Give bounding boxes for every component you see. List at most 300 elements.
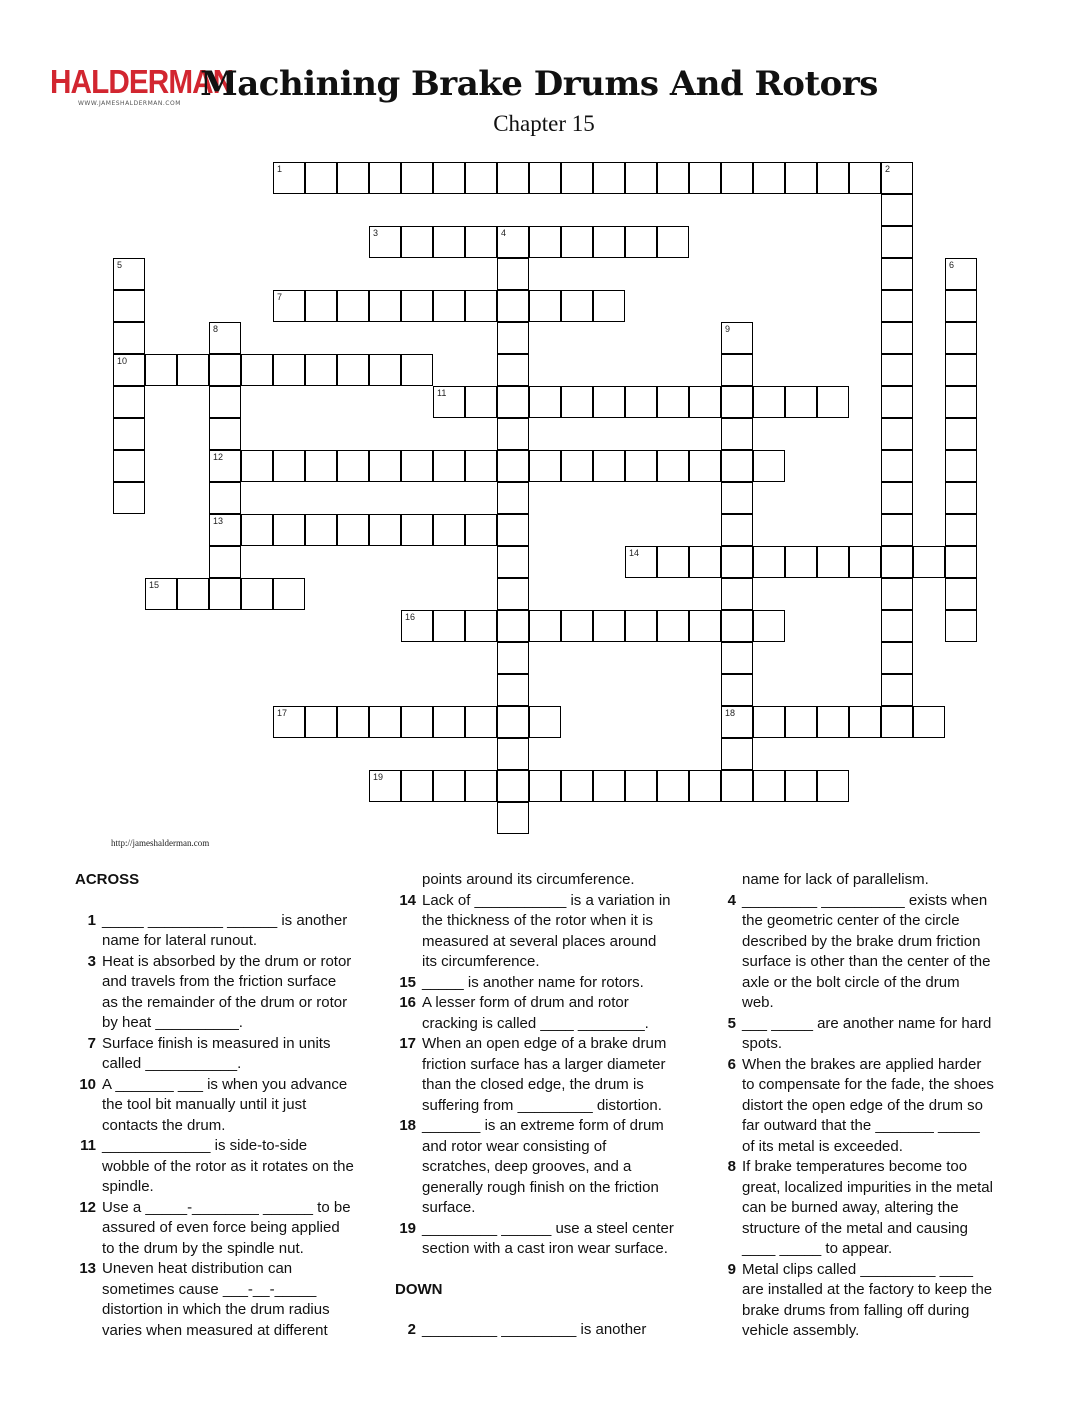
logo-url: WWW.JAMESHALDERMAN.COM	[78, 100, 181, 107]
grid-cell[interactable]	[273, 354, 305, 386]
grid-cell[interactable]	[561, 770, 593, 802]
grid-cell[interactable]	[721, 482, 753, 514]
grid-cell[interactable]	[785, 546, 817, 578]
grid-cell[interactable]	[497, 386, 529, 418]
cell-number: 8	[213, 324, 219, 334]
clue-13-line	[75, 1300, 373, 1321]
grid-cell[interactable]	[369, 354, 401, 386]
grid-cell[interactable]	[881, 226, 913, 258]
grid-cell[interactable]	[721, 674, 753, 706]
grid-cell[interactable]	[273, 706, 305, 738]
grid-cell[interactable]	[561, 226, 593, 258]
grid-cell[interactable]	[145, 578, 177, 610]
grid-cell[interactable]	[561, 290, 593, 322]
grid-cell[interactable]	[273, 514, 305, 546]
grid-cell[interactable]	[337, 514, 369, 546]
grid-cell[interactable]	[497, 418, 529, 450]
grid-cell[interactable]	[817, 386, 849, 418]
clue-5-line	[715, 1034, 1015, 1055]
grid-cell[interactable]	[689, 450, 721, 482]
grid-cell[interactable]	[881, 514, 913, 546]
grid-cell[interactable]	[241, 578, 273, 610]
grid-cell[interactable]	[337, 354, 369, 386]
grid-cell[interactable]	[337, 290, 369, 322]
grid-cell[interactable]	[881, 354, 913, 386]
grid-cell[interactable]	[657, 770, 689, 802]
grid-cell[interactable]	[529, 450, 561, 482]
grid-cell[interactable]	[593, 450, 625, 482]
grid-cell[interactable]	[433, 770, 465, 802]
grid-cell[interactable]	[945, 450, 977, 482]
grid-cell[interactable]	[625, 450, 657, 482]
grid-cell[interactable]	[881, 450, 913, 482]
clue-text: axle or the bolt circle of the drum	[742, 973, 960, 991]
grid-cell[interactable]	[721, 162, 753, 194]
grid-cell[interactable]	[593, 162, 625, 194]
grid-cell[interactable]	[177, 578, 209, 610]
grid-cell[interactable]	[497, 482, 529, 514]
grid-cell[interactable]	[721, 610, 753, 642]
grid-cell[interactable]	[497, 610, 529, 642]
grid-cell[interactable]	[305, 706, 337, 738]
grid-cell[interactable]	[945, 546, 977, 578]
grid-cell[interactable]	[945, 258, 977, 290]
grid-cell[interactable]	[945, 514, 977, 546]
grid-cell[interactable]	[497, 802, 529, 834]
clue-4	[715, 891, 1015, 912]
grid-cell[interactable]	[657, 450, 689, 482]
clue-7-line	[75, 1054, 373, 1075]
grid-cell[interactable]	[881, 642, 913, 674]
clue-13	[75, 1259, 373, 1280]
clue-number: 19	[399, 1219, 416, 1237]
grid-cell[interactable]	[209, 354, 241, 386]
clue-number: 12	[79, 1198, 96, 1216]
grid-cell[interactable]	[881, 258, 913, 290]
clue-17	[395, 1034, 693, 1055]
clue-text: _________ ______ use a steel center	[422, 1219, 674, 1237]
grid-cell[interactable]	[593, 610, 625, 642]
grid-cell[interactable]	[273, 450, 305, 482]
clue-number: 13	[79, 1260, 96, 1277]
grid-cell[interactable]	[721, 322, 753, 354]
grid-cell[interactable]	[113, 482, 145, 514]
clue-number: 14	[399, 891, 416, 909]
grid-cell[interactable]	[177, 354, 209, 386]
grid-cell[interactable]	[657, 610, 689, 642]
grid-cell[interactable]	[881, 610, 913, 642]
grid-cell[interactable]	[369, 450, 401, 482]
grid-cell[interactable]	[497, 514, 529, 546]
cell-number: 6	[949, 260, 955, 270]
cell-number: 2	[885, 164, 891, 174]
grid-cell[interactable]	[401, 290, 433, 322]
grid-cell[interactable]	[433, 706, 465, 738]
grid-cell[interactable]	[881, 546, 913, 578]
grid-cell[interactable]	[881, 418, 913, 450]
clue-4-line	[715, 993, 1015, 1014]
grid-cell[interactable]	[113, 290, 145, 322]
grid-cell[interactable]	[625, 546, 657, 578]
grid-cell[interactable]	[465, 162, 497, 194]
grid-cell[interactable]	[497, 290, 529, 322]
grid-cell[interactable]	[209, 482, 241, 514]
grid-cell[interactable]	[401, 450, 433, 482]
grid-cell[interactable]	[625, 770, 657, 802]
clue-12	[75, 1198, 373, 1219]
grid-cell[interactable]	[497, 226, 529, 258]
grid-cell[interactable]	[881, 290, 913, 322]
grid-cell[interactable]	[593, 226, 625, 258]
grid-cell[interactable]	[337, 162, 369, 194]
grid-cell[interactable]	[881, 674, 913, 706]
grid-cell[interactable]	[529, 290, 561, 322]
clue-number: 15	[399, 973, 416, 991]
clue-number: 3	[87, 952, 96, 970]
grid-cell[interactable]	[337, 706, 369, 738]
grid-cell[interactable]	[625, 386, 657, 418]
clue-14-line	[395, 932, 693, 953]
grid-cell[interactable]	[273, 290, 305, 322]
clue-14-line	[395, 911, 693, 932]
grid-cell[interactable]	[721, 738, 753, 770]
grid-cell[interactable]	[561, 386, 593, 418]
grid-cell[interactable]	[305, 354, 337, 386]
grid-cell[interactable]	[849, 706, 881, 738]
grid-cell[interactable]	[529, 706, 561, 738]
grid-cell[interactable]	[401, 162, 433, 194]
grid-cell[interactable]	[721, 770, 753, 802]
grid-cell[interactable]	[561, 450, 593, 482]
grid-cell[interactable]	[657, 546, 689, 578]
grid-cell[interactable]	[401, 610, 433, 642]
clue-number: 11	[80, 1137, 96, 1154]
grid-cell[interactable]	[497, 546, 529, 578]
grid-cell[interactable]	[497, 354, 529, 386]
grid-cell[interactable]	[785, 162, 817, 194]
clue-1-line	[75, 931, 373, 952]
grid-cell[interactable]	[721, 418, 753, 450]
cell-number: 13	[213, 516, 224, 526]
grid-cell[interactable]	[721, 642, 753, 674]
grid-cell[interactable]	[497, 706, 529, 738]
clue-4-line	[715, 932, 1015, 953]
grid-cell[interactable]	[209, 386, 241, 418]
clue-number: 9	[727, 1260, 736, 1278]
grid-cell[interactable]	[465, 290, 497, 322]
grid-cell[interactable]	[241, 514, 273, 546]
grid-cell[interactable]	[433, 450, 465, 482]
grid-cell[interactable]	[689, 386, 721, 418]
grid-cell[interactable]	[465, 514, 497, 546]
clue-text: _____________ is side-to-side	[102, 1137, 308, 1154]
grid-cell[interactable]	[945, 482, 977, 514]
grid-cell[interactable]	[529, 386, 561, 418]
clue-text: the thickness of the rotor when it is	[422, 912, 653, 929]
grid-cell[interactable]	[785, 770, 817, 802]
clue-8-line	[715, 1239, 1015, 1260]
clue-text: generally rough finish on the friction	[422, 1178, 659, 1196]
grid-cell[interactable]	[657, 162, 689, 194]
clue-6	[715, 1055, 1015, 1076]
clue-6-line	[715, 1075, 1015, 1096]
grid-cell[interactable]	[945, 610, 977, 642]
grid-cell[interactable]	[817, 546, 849, 578]
clue-text: distortion in which the drum radius	[102, 1301, 330, 1318]
grid-cell[interactable]	[849, 162, 881, 194]
clue-text: web.	[742, 994, 774, 1011]
grid-cell[interactable]	[945, 322, 977, 354]
grid-cell[interactable]	[497, 258, 529, 290]
clue-9	[715, 1260, 1015, 1281]
grid-cell[interactable]	[497, 450, 529, 482]
clue-text: cracking is called ____ ________.	[422, 1014, 649, 1032]
clue-text: _________ _________ is another	[422, 1321, 647, 1338]
grid-cell[interactable]	[913, 706, 945, 738]
grid-cell[interactable]	[721, 578, 753, 610]
clue-text: than the closed edge, the drum is	[422, 1076, 644, 1093]
clue-18-line	[395, 1178, 693, 1199]
grid-cell[interactable]	[497, 322, 529, 354]
clue-3	[75, 952, 373, 973]
cell-number: 5	[117, 260, 123, 270]
clue-text: surface.	[422, 1199, 476, 1216]
grid-cell[interactable]	[881, 706, 913, 738]
clue-text: the geometric center of the circle	[742, 912, 960, 929]
clue-text: contacts the drum.	[102, 1116, 226, 1134]
grid-cell[interactable]	[209, 450, 241, 482]
grid-cell[interactable]	[497, 162, 529, 194]
clue-text: suffering from _________ distortion.	[422, 1096, 662, 1114]
clue-2	[395, 1320, 693, 1341]
grid-cell[interactable]	[401, 514, 433, 546]
across-heading: ACROSS	[75, 871, 140, 888]
grid-cell[interactable]	[753, 706, 785, 738]
grid-cell[interactable]	[209, 578, 241, 610]
grid-cell[interactable]	[945, 418, 977, 450]
clue-text: A _______ ___ is when you advance	[102, 1075, 348, 1093]
grid-cell[interactable]	[721, 450, 753, 482]
grid-cell[interactable]	[721, 514, 753, 546]
clue-text: structure of the metal and causing	[742, 1219, 968, 1237]
grid-cell[interactable]	[113, 386, 145, 418]
clue-number: 7	[87, 1034, 96, 1052]
clue-18-line	[395, 1198, 693, 1219]
grid-cell[interactable]	[753, 546, 785, 578]
clue-text: ____ _____ to appear.	[742, 1240, 893, 1257]
grid-cell[interactable]	[433, 610, 465, 642]
clue-8	[715, 1157, 1015, 1178]
grid-cell[interactable]	[401, 226, 433, 258]
grid-cell[interactable]	[945, 290, 977, 322]
grid-cell[interactable]	[593, 290, 625, 322]
grid-cell[interactable]	[881, 578, 913, 610]
clue-text: Metal clips called _________ ____	[742, 1260, 973, 1278]
grid-cell[interactable]	[945, 386, 977, 418]
cell-number: 15	[149, 580, 160, 590]
grid-cell[interactable]	[369, 162, 401, 194]
grid-cell[interactable]	[657, 226, 689, 258]
grid-cell[interactable]	[401, 706, 433, 738]
clue-text: _____ is another name for rotors.	[422, 973, 644, 991]
clue-text: _____ _________ ______ is another	[102, 911, 348, 929]
grid-cell[interactable]	[529, 226, 561, 258]
grid-cell[interactable]	[369, 514, 401, 546]
grid-cell[interactable]	[465, 706, 497, 738]
grid-cell[interactable]	[433, 290, 465, 322]
grid-cell[interactable]	[785, 386, 817, 418]
page-title: Machining Brake Drums And Rotors	[200, 64, 878, 104]
clue-text: scratches, deep grooves, and a	[422, 1158, 632, 1175]
clue-text: the tool bit manually until it just	[102, 1096, 307, 1113]
grid-cell[interactable]	[561, 610, 593, 642]
grid-cell[interactable]	[529, 610, 561, 642]
grid-cell[interactable]	[209, 546, 241, 578]
clue-8-line	[715, 1219, 1015, 1240]
clue-text: Uneven heat distribution can	[102, 1260, 293, 1277]
grid-cell[interactable]	[241, 354, 273, 386]
grid-cell[interactable]	[625, 610, 657, 642]
clue-9-line	[715, 1280, 1015, 1301]
grid-cell[interactable]	[113, 322, 145, 354]
grid-cell[interactable]	[529, 162, 561, 194]
grid-cell[interactable]	[369, 706, 401, 738]
cell-number: 18	[725, 708, 736, 718]
grid-cell[interactable]	[721, 354, 753, 386]
grid-cell[interactable]	[817, 162, 849, 194]
grid-cell[interactable]	[401, 354, 433, 386]
grid-cell[interactable]	[273, 162, 305, 194]
grid-cell[interactable]	[113, 258, 145, 290]
grid-cell[interactable]	[369, 226, 401, 258]
grid-cell[interactable]	[465, 450, 497, 482]
clue-number: 18	[399, 1117, 416, 1134]
grid-cell[interactable]	[433, 226, 465, 258]
grid-cell[interactable]	[881, 322, 913, 354]
grid-cell[interactable]	[881, 386, 913, 418]
grid-cell[interactable]	[785, 706, 817, 738]
clue-text: varies when measured at different	[102, 1321, 328, 1339]
clue-text: great, localized impurities in the metal	[742, 1178, 993, 1196]
grid-cell[interactable]	[721, 706, 753, 738]
clue-number: 2	[407, 1321, 416, 1338]
grid-cell[interactable]	[657, 386, 689, 418]
clue-text: section with a cast iron wear surface.	[422, 1240, 668, 1257]
grid-cell[interactable]	[721, 546, 753, 578]
grid-cell[interactable]	[913, 546, 945, 578]
grid-cell[interactable]	[529, 770, 561, 802]
grid-cell[interactable]	[497, 770, 529, 802]
grid-cell[interactable]	[273, 578, 305, 610]
grid-cell[interactable]	[561, 162, 593, 194]
clue-9-line	[715, 1301, 1015, 1322]
clue-6-line	[715, 1116, 1015, 1137]
grid-cell[interactable]	[113, 418, 145, 450]
grid-cell[interactable]	[305, 162, 337, 194]
clue-12-line	[75, 1239, 373, 1260]
grid-cell[interactable]	[689, 610, 721, 642]
grid-cell[interactable]	[369, 290, 401, 322]
clue-16-line	[395, 1014, 693, 1035]
clue-11-line	[75, 1177, 373, 1198]
grid-cell[interactable]	[497, 642, 529, 674]
grid-cell[interactable]	[209, 322, 241, 354]
grid-cell[interactable]	[753, 450, 785, 482]
grid-cell[interactable]	[849, 546, 881, 578]
grid-cell[interactable]	[593, 386, 625, 418]
clue-text: are installed at the factory to keep the	[742, 1281, 993, 1298]
grid-cell[interactable]	[753, 386, 785, 418]
clue-14-line	[395, 952, 693, 973]
grid-cell[interactable]	[465, 770, 497, 802]
grid-cell[interactable]	[433, 162, 465, 194]
grid-cell[interactable]	[241, 450, 273, 482]
grid-cell[interactable]	[625, 162, 657, 194]
clue-text: spots.	[742, 1035, 783, 1052]
grid-cell[interactable]	[401, 770, 433, 802]
grid-cell[interactable]	[817, 706, 849, 738]
grid-cell[interactable]	[881, 482, 913, 514]
clue-text: When an open edge of a brake drum	[422, 1035, 667, 1052]
grid-cell[interactable]	[753, 770, 785, 802]
grid-cell[interactable]	[753, 162, 785, 194]
grid-cell[interactable]	[945, 578, 977, 610]
grid-cell[interactable]	[497, 578, 529, 610]
grid-cell[interactable]	[305, 290, 337, 322]
grid-cell[interactable]	[721, 386, 753, 418]
clue-text: described by the brake drum friction	[742, 932, 981, 950]
clue-number: 17	[399, 1035, 416, 1052]
grid-cell[interactable]	[433, 386, 465, 418]
clue-text: friction surface has a larger diameter	[422, 1055, 666, 1073]
grid-cell[interactable]	[337, 450, 369, 482]
clue-number: 4	[727, 891, 736, 909]
grid-cell[interactable]	[753, 610, 785, 642]
grid-cell[interactable]	[209, 514, 241, 546]
grid-cell[interactable]	[497, 738, 529, 770]
grid-cell[interactable]	[209, 418, 241, 450]
grid-cell[interactable]	[145, 354, 177, 386]
grid-cell[interactable]	[305, 450, 337, 482]
grid-cell[interactable]	[625, 226, 657, 258]
grid-cell[interactable]	[881, 162, 913, 194]
grid-cell[interactable]	[305, 514, 337, 546]
grid-cell[interactable]	[881, 194, 913, 226]
grid-cell[interactable]	[593, 770, 625, 802]
grid-cell[interactable]	[369, 770, 401, 802]
grid-cell[interactable]	[945, 354, 977, 386]
cell-number: 1	[277, 164, 283, 174]
grid-cell[interactable]	[433, 514, 465, 546]
clue-17-line	[395, 1055, 693, 1076]
grid-cell[interactable]	[817, 770, 849, 802]
grid-cell[interactable]	[113, 354, 145, 386]
cell-number: 16	[405, 612, 416, 622]
grid-cell[interactable]	[465, 386, 497, 418]
grid-cell[interactable]	[689, 546, 721, 578]
grid-cell[interactable]	[497, 674, 529, 706]
clue-text: Surface finish is measured in units	[102, 1034, 331, 1052]
grid-cell[interactable]	[465, 226, 497, 258]
clue-text: to the drum by the spindle nut.	[102, 1239, 304, 1257]
grid-cell[interactable]	[689, 162, 721, 194]
grid-cell[interactable]	[465, 610, 497, 642]
cell-number: 11	[437, 388, 447, 398]
cell-number: 4	[501, 228, 507, 238]
grid-cell[interactable]	[113, 450, 145, 482]
clue-text: brake drums from falling off during	[742, 1301, 970, 1319]
grid-cell[interactable]	[689, 770, 721, 802]
